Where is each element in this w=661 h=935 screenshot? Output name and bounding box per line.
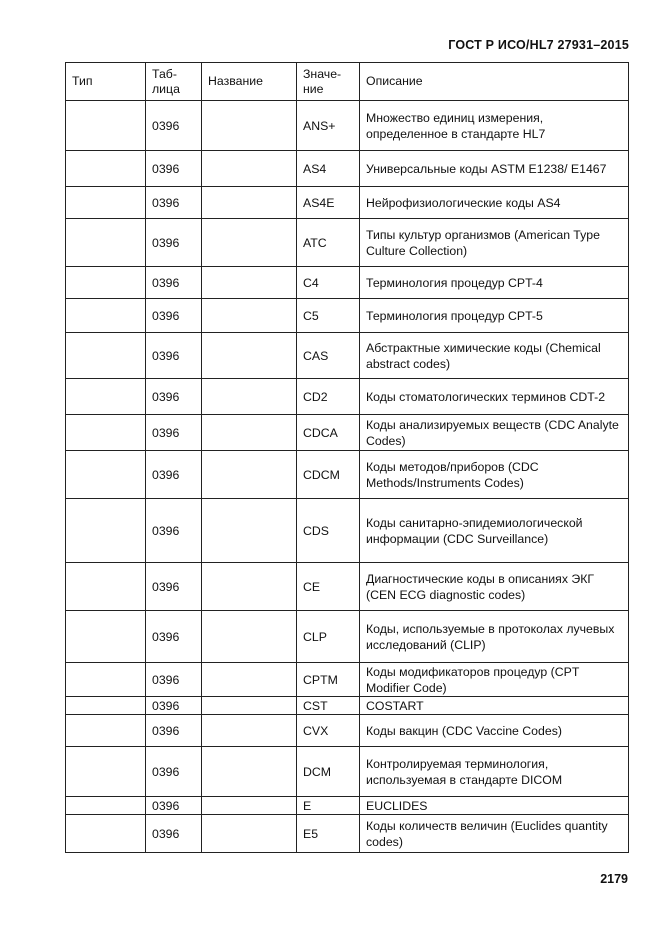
cell-type [66, 499, 146, 563]
cell-type [66, 611, 146, 663]
cell-type [66, 663, 146, 697]
cell-value: C5 [297, 299, 360, 333]
cell-table: 0396 [146, 451, 202, 499]
cell-name [202, 151, 297, 187]
column-header-description: Описание [360, 63, 629, 101]
cell-description: Коды количеств величин (Euclides quantity codes) [360, 815, 629, 853]
cell-description: Множество единиц измерения, определенное в стандарте HL7 [360, 101, 629, 151]
cell-description: Диагностические коды в описаниях ЭКГ (CEN ECG diagnostic codes) [360, 563, 629, 611]
cell-name [202, 333, 297, 379]
cell-table: 0396 [146, 715, 202, 747]
table-row [66, 333, 629, 379]
cell-name [202, 499, 297, 563]
table-row [66, 563, 629, 611]
cell-description: Контролируемая терминология, используемая в стандарте DICOM [360, 747, 629, 797]
cell-description: Коды стоматологических терминов CDT-2 [360, 379, 629, 415]
cell-type [66, 815, 146, 853]
cell-description: Коды модификаторов процедур (CPT Modifier Code) [360, 663, 629, 697]
cell-description: Коды вакцин (CDC Vaccine Codes) [360, 715, 629, 747]
cell-value: AS4 [297, 151, 360, 187]
document-standard-header: ГОСТ Р ИСО/HL7 27931–2015 [448, 38, 629, 52]
cell-table: 0396 [146, 815, 202, 853]
column-header-type: Тип [66, 63, 146, 101]
cell-value: ANS+ [297, 101, 360, 151]
cell-name [202, 299, 297, 333]
table-body [66, 101, 629, 853]
table-row [66, 663, 629, 697]
table-row [66, 747, 629, 797]
cell-description: Коды методов/приборов (CDC Methods/Instruments Codes) [360, 451, 629, 499]
cell-type [66, 219, 146, 267]
cell-description: Нейрофизиологические коды AS4 [360, 187, 629, 219]
cell-name [202, 815, 297, 853]
cell-table: 0396 [146, 267, 202, 299]
cell-type [66, 267, 146, 299]
cell-value: CST [297, 697, 360, 715]
cell-description: Абстрактные химические коды (Chemical abstract codes) [360, 333, 629, 379]
cell-description: Терминология процедур CPT-4 [360, 267, 629, 299]
cell-table: 0396 [146, 101, 202, 151]
cell-value: CDS [297, 499, 360, 563]
cell-name [202, 379, 297, 415]
cell-description: EUCLIDES [360, 797, 629, 815]
cell-name [202, 219, 297, 267]
cell-type [66, 563, 146, 611]
table-row [66, 101, 629, 151]
cell-name [202, 611, 297, 663]
cell-table: 0396 [146, 611, 202, 663]
cell-name [202, 451, 297, 499]
table-row [66, 797, 629, 815]
cell-table: 0396 [146, 499, 202, 563]
cell-type [66, 101, 146, 151]
cell-value: C4 [297, 267, 360, 299]
table-row [66, 187, 629, 219]
cell-value: CD2 [297, 379, 360, 415]
cell-name [202, 697, 297, 715]
cell-description: Коды санитарно-эпидемиологической информации (CDC Surveillance) [360, 499, 629, 563]
column-header-name: Название [202, 63, 297, 101]
cell-description: Терминология процедур CPT-5 [360, 299, 629, 333]
cell-name [202, 715, 297, 747]
column-header-value [297, 63, 360, 101]
cell-table: 0396 [146, 379, 202, 415]
cell-type [66, 715, 146, 747]
table-row [66, 611, 629, 663]
cell-table: 0396 [146, 563, 202, 611]
column-header-table-label: Таб- лица [152, 66, 180, 96]
cell-type [66, 697, 146, 715]
cell-name [202, 563, 297, 611]
column-header-value-label: Значе- ние [303, 66, 342, 96]
cell-name [202, 267, 297, 299]
cell-value: CLP [297, 611, 360, 663]
cell-value: CVX [297, 715, 360, 747]
column-header-table [146, 63, 202, 101]
cell-name [202, 101, 297, 151]
table-row [66, 415, 629, 451]
cell-type [66, 797, 146, 815]
cell-description: Коды анализируемых веществ (CDC Analyte Codes) [360, 415, 629, 451]
cell-table: 0396 [146, 219, 202, 267]
cell-type [66, 333, 146, 379]
cell-description: COSTART [360, 697, 629, 715]
cell-value: CDCA [297, 415, 360, 451]
cell-name [202, 415, 297, 451]
table-row [66, 267, 629, 299]
table-row [66, 499, 629, 563]
cell-value: CPTM [297, 663, 360, 697]
cell-table: 0396 [146, 663, 202, 697]
cell-type [66, 415, 146, 451]
cell-type [66, 151, 146, 187]
table-header-row [66, 63, 629, 101]
cell-value: E5 [297, 815, 360, 853]
table-row [66, 451, 629, 499]
table-row [66, 151, 629, 187]
cell-name [202, 797, 297, 815]
cell-value: ATC [297, 219, 360, 267]
table-row [66, 299, 629, 333]
table-row [66, 815, 629, 853]
code-table [65, 62, 629, 853]
cell-description: Типы культур организмов (American Type Culture Collection) [360, 219, 629, 267]
cell-table: 0396 [146, 415, 202, 451]
table-row [66, 219, 629, 267]
cell-value: E [297, 797, 360, 815]
cell-type [66, 299, 146, 333]
table-row [66, 697, 629, 715]
cell-description: Универсальные коды ASTM E1238/ E1467 [360, 151, 629, 187]
cell-name [202, 747, 297, 797]
cell-table: 0396 [146, 797, 202, 815]
cell-value: AS4E [297, 187, 360, 219]
cell-table: 0396 [146, 333, 202, 379]
cell-table: 0396 [146, 747, 202, 797]
cell-value: DCM [297, 747, 360, 797]
cell-type [66, 187, 146, 219]
cell-value: CDCM [297, 451, 360, 499]
page-number: 2179 [600, 872, 628, 886]
cell-type [66, 451, 146, 499]
cell-type [66, 747, 146, 797]
table-row [66, 715, 629, 747]
cell-value: CAS [297, 333, 360, 379]
cell-description: Коды, используемые в протоколах лучевых исследований (CLIP) [360, 611, 629, 663]
cell-table: 0396 [146, 187, 202, 219]
cell-type [66, 379, 146, 415]
cell-table: 0396 [146, 697, 202, 715]
cell-name [202, 663, 297, 697]
table-row [66, 379, 629, 415]
cell-table: 0396 [146, 299, 202, 333]
cell-table: 0396 [146, 151, 202, 187]
cell-value: CE [297, 563, 360, 611]
cell-name [202, 187, 297, 219]
